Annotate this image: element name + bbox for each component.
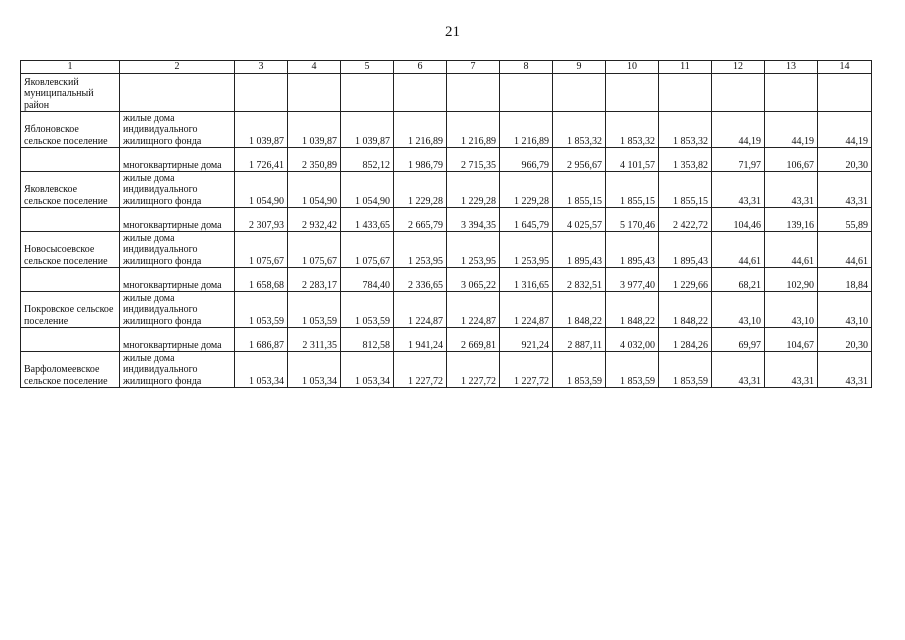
value-cell: 102,90 (765, 268, 818, 292)
value-cell: 1 895,43 (606, 232, 659, 268)
value-cell: 44,19 (818, 112, 872, 148)
value-cell: 1 986,79 (394, 148, 447, 172)
value-cell: 1 848,22 (659, 292, 712, 328)
value-cell: 1 853,32 (606, 112, 659, 148)
value-cell: 1 227,72 (500, 352, 553, 388)
value-cell: 55,89 (818, 208, 872, 232)
value-cell: 1 216,89 (500, 112, 553, 148)
value-cell: 2 715,35 (447, 148, 500, 172)
value-cell: 1 941,24 (394, 328, 447, 352)
table-row (21, 232, 872, 268)
header-cell: 4 (288, 61, 341, 74)
value-cell: 104,67 (765, 328, 818, 352)
table-row (21, 172, 872, 208)
value-cell: 1 848,22 (606, 292, 659, 328)
table-row (21, 148, 872, 172)
value-cell: 2 311,35 (288, 328, 341, 352)
value-cell: 4 101,57 (606, 148, 659, 172)
housing-type: жилые дома индивидуального жилищного фонда (120, 172, 235, 208)
settlement-name: Яблоновское сельское поселение (21, 112, 120, 148)
header-cell: 8 (500, 61, 553, 74)
value-cell: 20,30 (818, 148, 872, 172)
value-cell: 1 855,15 (606, 172, 659, 208)
value-cell: 1 229,66 (659, 268, 712, 292)
value-cell: 1 224,87 (500, 292, 553, 328)
value-cell: 1 229,28 (500, 172, 553, 208)
value-cell: 43,31 (712, 172, 765, 208)
value-cell: 1 216,89 (394, 112, 447, 148)
value-cell: 43,31 (712, 352, 765, 388)
value-cell: 2 887,11 (553, 328, 606, 352)
settlement-name (21, 208, 120, 232)
value-cell: 44,19 (712, 112, 765, 148)
value-cell: 44,61 (765, 232, 818, 268)
value-cell: 921,24 (500, 328, 553, 352)
header-cell: 14 (818, 61, 872, 74)
value-cell: 2 665,79 (394, 208, 447, 232)
header-cell: 11 (659, 61, 712, 74)
value-cell: 2 422,72 (659, 208, 712, 232)
value-cell: 3 977,40 (606, 268, 659, 292)
settlement-name: Яковлевское сельское поселение (21, 172, 120, 208)
value-cell: 1 253,95 (394, 232, 447, 268)
value-cell: 1 645,79 (500, 208, 553, 232)
value-cell: 1 054,90 (235, 172, 288, 208)
value-cell: 1 039,87 (235, 112, 288, 148)
settlement-name (21, 268, 120, 292)
table-row (21, 292, 872, 328)
value-cell: 1 039,87 (288, 112, 341, 148)
housing-type: многоквартирные дома (120, 328, 235, 352)
value-cell: 1 053,59 (235, 292, 288, 328)
value-cell: 106,67 (765, 148, 818, 172)
value-cell: 1 284,26 (659, 328, 712, 352)
value-cell: 1 895,43 (553, 232, 606, 268)
value-cell: 1 353,82 (659, 148, 712, 172)
value-cell: 3 394,35 (447, 208, 500, 232)
value-cell: 1 686,87 (235, 328, 288, 352)
value-cell: 1 227,72 (447, 352, 500, 388)
district-row (21, 74, 872, 112)
value-cell: 1 853,59 (606, 352, 659, 388)
value-cell: 43,10 (712, 292, 765, 328)
value-cell: 1 229,28 (447, 172, 500, 208)
header-cell: 3 (235, 61, 288, 74)
value-cell: 1 853,59 (659, 352, 712, 388)
value-cell: 966,79 (500, 148, 553, 172)
settlement-name (21, 328, 120, 352)
value-cell: 68,21 (712, 268, 765, 292)
value-cell: 1 229,28 (394, 172, 447, 208)
value-cell: 1 075,67 (341, 232, 394, 268)
value-cell: 1 053,59 (288, 292, 341, 328)
housing-type: жилые дома индивидуального жилищного фонда (120, 352, 235, 388)
value-cell: 20,30 (818, 328, 872, 352)
value-cell: 1 853,32 (553, 112, 606, 148)
value-cell: 71,97 (712, 148, 765, 172)
page-number: 21 (445, 24, 460, 40)
value-cell: 1 316,65 (500, 268, 553, 292)
table-header-row (21, 61, 872, 74)
value-cell: 1 853,32 (659, 112, 712, 148)
value-cell: 1 224,87 (447, 292, 500, 328)
value-cell: 1 855,15 (659, 172, 712, 208)
value-cell: 812,58 (341, 328, 394, 352)
header-cell: 5 (341, 61, 394, 74)
housing-type: жилые дома индивидуального жилищного фонда (120, 232, 235, 268)
value-cell: 44,61 (818, 232, 872, 268)
header-cell: 6 (394, 61, 447, 74)
header-cell: 7 (447, 61, 500, 74)
value-cell: 1 216,89 (447, 112, 500, 148)
value-cell: 2 283,17 (288, 268, 341, 292)
value-cell: 1 039,87 (341, 112, 394, 148)
value-cell: 44,61 (712, 232, 765, 268)
value-cell: 1 658,68 (235, 268, 288, 292)
value-cell: 5 170,46 (606, 208, 659, 232)
header-cell: 9 (553, 61, 606, 74)
value-cell: 3 065,22 (447, 268, 500, 292)
settlement-name: Варфоломеевское сельское поселение (21, 352, 120, 388)
value-cell: 4 032,00 (606, 328, 659, 352)
value-cell: 1 227,72 (394, 352, 447, 388)
housing-type: жилые дома индивидуального жилищного фонда (120, 292, 235, 328)
value-cell: 1 433,65 (341, 208, 394, 232)
value-cell: 2 956,67 (553, 148, 606, 172)
value-cell: 2 307,93 (235, 208, 288, 232)
value-cell: 2 669,81 (447, 328, 500, 352)
value-cell: 1 053,34 (235, 352, 288, 388)
value-cell: 1 054,90 (341, 172, 394, 208)
value-cell: 4 025,57 (553, 208, 606, 232)
value-cell: 43,31 (818, 172, 872, 208)
value-cell: 1 253,95 (500, 232, 553, 268)
value-cell: 2 336,65 (394, 268, 447, 292)
value-cell: 2 832,51 (553, 268, 606, 292)
value-cell: 1 855,15 (553, 172, 606, 208)
value-cell: 1 054,90 (288, 172, 341, 208)
value-cell: 1 224,87 (394, 292, 447, 328)
value-cell: 1 853,59 (553, 352, 606, 388)
settlement-name (21, 148, 120, 172)
table-row (21, 208, 872, 232)
value-cell: 69,97 (712, 328, 765, 352)
housing-type: многоквартирные дома (120, 268, 235, 292)
value-cell: 1 053,34 (341, 352, 394, 388)
header-cell: 10 (606, 61, 659, 74)
value-cell: 1 726,41 (235, 148, 288, 172)
housing-type: жилые дома индивидуального жилищного фонда (120, 112, 235, 148)
value-cell: 43,31 (765, 172, 818, 208)
value-cell: 44,19 (765, 112, 818, 148)
settlement-name: Новосысоевское сельское поселение (21, 232, 120, 268)
table-row (21, 352, 872, 388)
value-cell: 784,40 (341, 268, 394, 292)
value-cell: 1 253,95 (447, 232, 500, 268)
value-cell: 2 932,42 (288, 208, 341, 232)
value-cell: 43,31 (818, 352, 872, 388)
value-cell: 1 895,43 (659, 232, 712, 268)
value-cell: 1 848,22 (553, 292, 606, 328)
value-cell: 1 075,67 (235, 232, 288, 268)
value-cell: 18,84 (818, 268, 872, 292)
value-cell: 1 053,59 (341, 292, 394, 328)
value-cell: 43,10 (818, 292, 872, 328)
header-cell: 2 (120, 61, 235, 74)
table-row (21, 328, 872, 352)
value-cell: 1 053,34 (288, 352, 341, 388)
value-cell: 104,46 (712, 208, 765, 232)
value-cell: 139,16 (765, 208, 818, 232)
header-cell: 1 (21, 61, 120, 74)
header-cell: 13 (765, 61, 818, 74)
value-cell: 852,12 (341, 148, 394, 172)
table-body (21, 61, 872, 388)
table-row (21, 112, 872, 148)
value-cell: 1 075,67 (288, 232, 341, 268)
district-name: Яковлевский муниципальный район (21, 74, 120, 112)
housing-type: многоквартирные дома (120, 148, 235, 172)
tariff-table (20, 60, 872, 388)
table-row (21, 268, 872, 292)
value-cell: 43,31 (765, 352, 818, 388)
header-cell: 12 (712, 61, 765, 74)
housing-type: многоквартирные дома (120, 208, 235, 232)
value-cell: 43,10 (765, 292, 818, 328)
value-cell: 2 350,89 (288, 148, 341, 172)
settlement-name: Покровское сельское поселение (21, 292, 120, 328)
